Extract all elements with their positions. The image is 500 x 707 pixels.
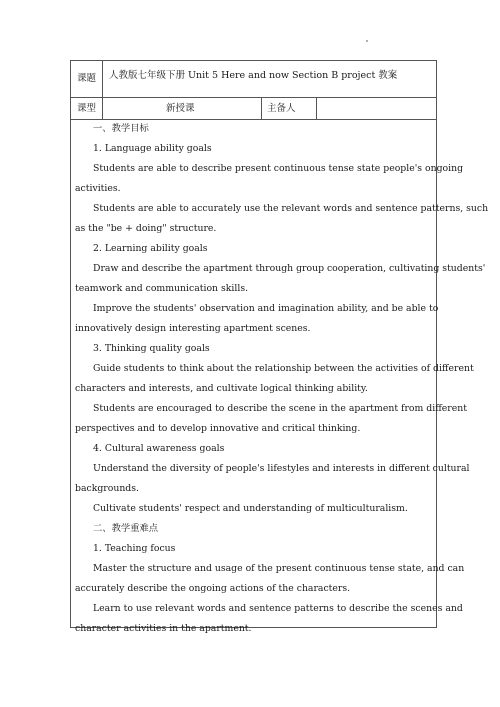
scan-dot: [366, 40, 368, 42]
paragraph-line: Improve the students' observation and imagination ability, and be able to: [93, 303, 439, 314]
paragraph-line: Cultivate students' respect and understanding of multiculturalism.: [93, 503, 408, 514]
lesson-plan-table: [70, 60, 489, 634]
paragraph-line: backgrounds.: [75, 483, 139, 494]
subheading: 2. Learning ability goals: [93, 243, 208, 254]
paragraph-line: Students are able to accurately use the relevant words and sentence patterns, such: [93, 203, 489, 214]
section-heading: 一、教学目标: [93, 123, 149, 134]
column-divider: [316, 98, 317, 119]
topic-row: [71, 61, 436, 98]
paragraph-line: character activities in the apartment.: [75, 623, 252, 634]
paragraph-line: Draw and describe the apartment through group cooperation, cultivating students': [93, 263, 486, 274]
subheading: 1. Teaching focus: [93, 543, 176, 554]
paragraph-line: Master the structure and usage of the present continuous tense state, and can: [93, 563, 465, 574]
paragraph-line: Guide students to think about the relationship between the activities of different: [93, 363, 474, 374]
paragraph-line: as the "be + doing" structure.: [75, 223, 217, 234]
subheading: 1. Language ability goals: [93, 143, 212, 154]
subheading: 3. Thinking quality goals: [93, 343, 210, 354]
paragraph-line: Understand the diversity of people's lifestyles and interests in different cultural: [93, 463, 470, 474]
paragraph-line: Students are able to describe present continuous tense state people's ongoing: [93, 163, 464, 174]
type-row: [71, 98, 436, 120]
topic-value: 人教版七年级下册 Unit 5 Here and now Section B project 教案: [109, 70, 398, 81]
column-divider: [102, 98, 103, 119]
preparer-label: 主备人: [267, 103, 296, 114]
paragraph-line: Learn to use relevant words and sentence patterns to describe the scenes and: [93, 603, 463, 614]
type-value: 新授课: [166, 103, 195, 114]
paragraph-line: teamwork and communication skills.: [75, 283, 249, 294]
paragraph-line: accurately describe the ongoing actions of the characters.: [75, 583, 351, 594]
type-label: 课型: [77, 103, 97, 114]
paragraph-line: innovatively design interesting apartment scenes.: [75, 323, 311, 334]
section-heading: 二、教学重难点: [93, 523, 159, 534]
paragraph-line: Students are encouraged to describe the scene in the apartment from different: [93, 403, 467, 414]
paragraph-line: characters and interests, and cultivate logical thinking ability.: [75, 383, 368, 394]
column-divider: [261, 98, 262, 119]
topic-label: 课题: [77, 73, 97, 84]
subheading: 4. Cultural awareness goals: [93, 443, 225, 454]
paragraph-line: activities.: [75, 183, 121, 194]
column-divider: [102, 61, 103, 97]
paragraph-line: perspectives and to develop innovative and critical thinking.: [75, 423, 361, 434]
